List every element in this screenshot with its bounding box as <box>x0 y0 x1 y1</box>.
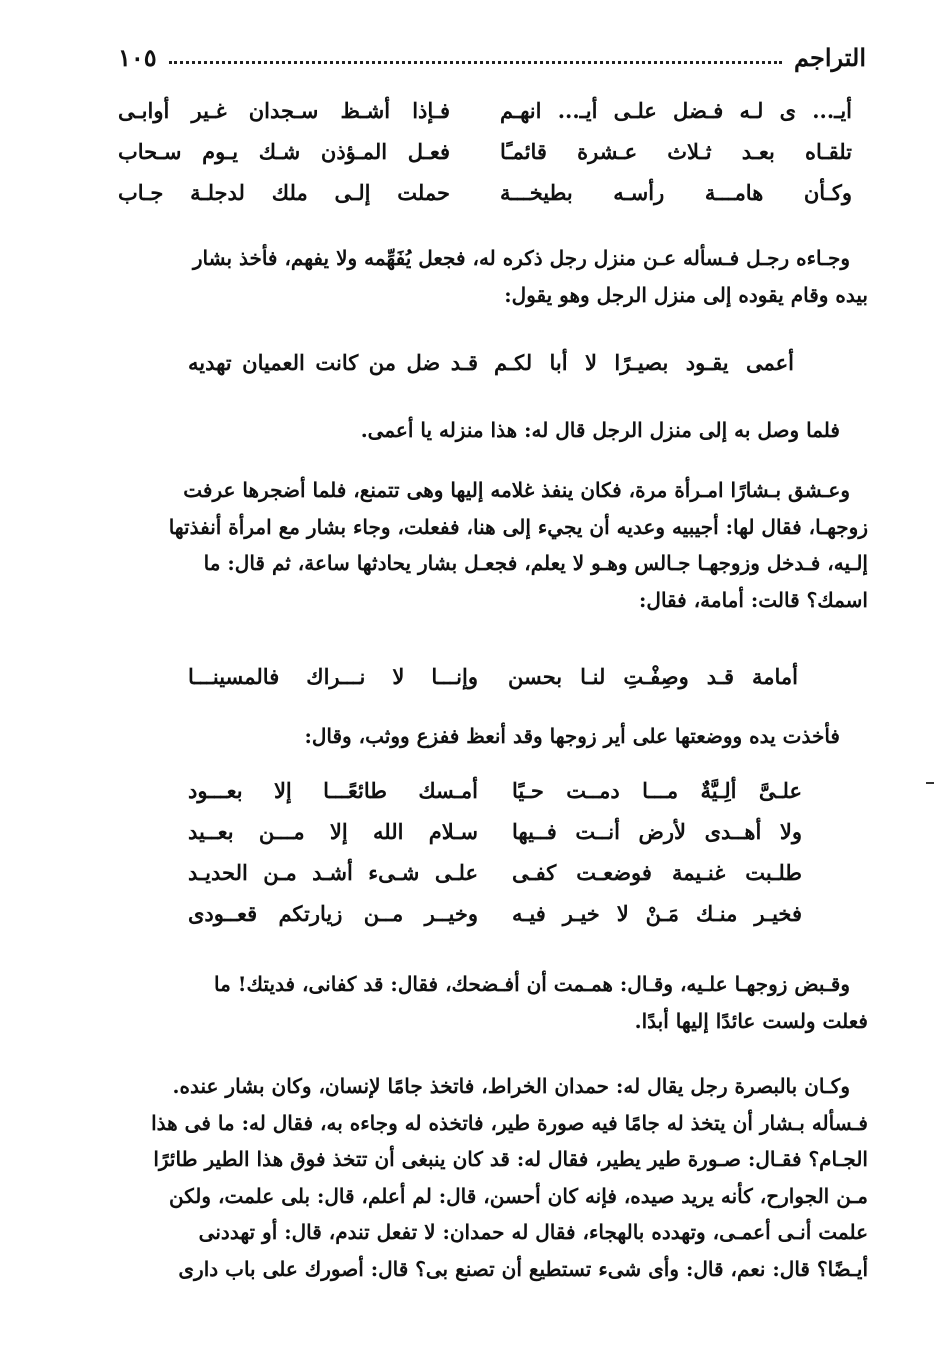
text-line: زوجهـا، فقال لها: أجيبيه وعديه أن يجيء إلى هنا، ففعلت، وجاء بشار مع امرأة أنفذتها <box>168 514 868 539</box>
paragraph-5 <box>108 966 868 1039</box>
verse-second-hemistich: وخيــر مــن زيارتكم قعــودى <box>188 901 478 926</box>
text-line: أيـضًا؟ قال: نعم، قال: وأى شىء تستطيع أن تصنع بى؟ قال: أصورك على باب دارى <box>178 1256 868 1281</box>
verse-second-hemistich: حملت إلـى ملك لدجلـة جـاب <box>118 180 450 205</box>
verse-second-hemistich: أمـسك طائعًـــا إلا بعـــود <box>188 778 478 803</box>
text-line: وعـشق بـشارًا امـرأة مرة، فكان ينفذ غلامه إليها وهى تتمنع، فلما أضجرها عرفت <box>183 478 850 502</box>
verse-line <box>188 342 794 383</box>
verse-block-3 <box>188 656 798 697</box>
text-line: اسمك؟ قالت: أمامة، فقال: <box>639 587 868 612</box>
verse-second-hemistich: سـلام الله إلا مـــن بعــيد <box>188 819 478 844</box>
verse-first-hemistich: تلقـاه بعـد ثـلاث عـشرة قائمـًا <box>500 139 852 164</box>
text-line: بيده وقام يقوده إلى منزل الرجل وهو يقول: <box>504 282 868 307</box>
verse-first-hemistich: طلـبت غنـيمة فوضعـت كفـى <box>512 860 802 885</box>
verse-first-hemistich: ولا أهــدى لأرض أنــت فــيها <box>512 819 802 844</box>
text-line: وكـان بالبصرة رجل يقال له: حمدان الخراط، فاتخذ جامًا لإنسان، وكان بشار عنده. <box>172 1074 850 1098</box>
running-header <box>118 34 866 80</box>
verse-line <box>118 172 852 213</box>
text-line: مـن الجوارح، كأنه يريد صيده، فإنه كان أحسن، قال: لم أعلم، قال: بلى علمت، ولكن <box>169 1183 868 1208</box>
text-line: الجـام؟ فقـال: صـورة طير يطير، فقال له: قد كان ينبغى أن تتخذ فوق هذا الطير طائرًا <box>153 1147 868 1171</box>
text-line: فـسأله بـشار أن يتخذ له جامًا فيه صورة طير، فاتخذه له وجاءه به، فقال له: ما فى هذا <box>151 1110 868 1135</box>
verse-block-1 <box>118 90 852 213</box>
verse-block-4 <box>188 770 802 934</box>
verse-line <box>188 811 802 852</box>
verse-first-hemistich: أيـ... ى لـه فـضل علـى أيـ... انهـم <box>500 98 852 123</box>
paragraph-3 <box>108 472 868 618</box>
header-title: التراجم <box>794 42 866 72</box>
text-line: وجـاءه رجـل فـسأله عـن منزل رجل ذكره له، فجعل يُفَهِّمه ولا يفهم، فأخذ بشار <box>192 246 850 270</box>
text-line: إلـيه، فـدخل وزوجهـا جـالس وهـو لا يعلم، فجعـل بشار يحادثها ساعة، ثم قال: ما <box>203 551 868 575</box>
paragraph-1 <box>108 240 868 313</box>
verse-block-2 <box>188 342 794 383</box>
verse-second-hemistich: فـإذا أشـظ سـجدان غـير أوابـى <box>118 98 450 123</box>
text-line: علمت أنـى أعمـى، وتهدده بالهجاء، فقال له حمدان: لا تفعل تندم، قال: أو تهددنى <box>198 1220 868 1244</box>
verse-line <box>188 770 802 811</box>
verse-line <box>118 131 852 172</box>
header-dot-leader <box>169 51 782 64</box>
verse-first-hemistich: أمامة قـد وصِفْـتِ لنـا بحسن <box>508 664 798 689</box>
verse-first-hemistich: فخيـر منـك مَـنْ لا خيـر فيـه <box>512 901 802 926</box>
verse-line <box>188 893 802 934</box>
text-line: فأخذت يده ووضعتها على أير زوجها وقد أنعظ ففزع ووثب، وقال: <box>304 724 840 748</box>
verse-line <box>188 852 802 893</box>
verse-second-hemistich: علـى شـىء أشـد مـن الحديـد <box>188 860 478 885</box>
paragraph-6 <box>108 1068 868 1287</box>
verse-second-hemistich: قـد ضل من كانت العميان تهديه <box>188 350 478 375</box>
margin-mark <box>926 782 934 784</box>
text-line: فلما وصل به إلى منزل الرجل قال له: هذا منزله يا أعمى. <box>360 418 840 442</box>
verse-line <box>118 90 852 131</box>
verse-first-hemistich: وكـأن هامـــة رأسـه بطيخـــة <box>500 180 852 205</box>
text-line: وقـبض زوجهـا علـيه، وقـال: همـمت أن أفـضحك، فقال: قد كفانى، فديتك! ما <box>214 972 850 996</box>
paragraph-4 <box>210 718 840 755</box>
verse-first-hemistich: أعمى يقـود بصيـرًا لا أبا لكـم <box>494 350 794 375</box>
verse-line <box>188 656 798 697</box>
verse-second-hemistich: وإنـــا لا نـــراك فالمسينـــا <box>188 664 478 689</box>
verse-second-hemistich: فعـل المـؤذن شـك يـوم سـحاب <box>118 139 450 164</box>
paragraph-2 <box>300 412 840 449</box>
page-number: ١٠٥ <box>118 42 157 72</box>
text-line: فعلت ولست عائدًا إليها أبدًا. <box>634 1008 868 1033</box>
verse-first-hemistich: علـىَّ ألِـيَّةٌ مـــا دمــت حـيًا <box>512 778 802 803</box>
